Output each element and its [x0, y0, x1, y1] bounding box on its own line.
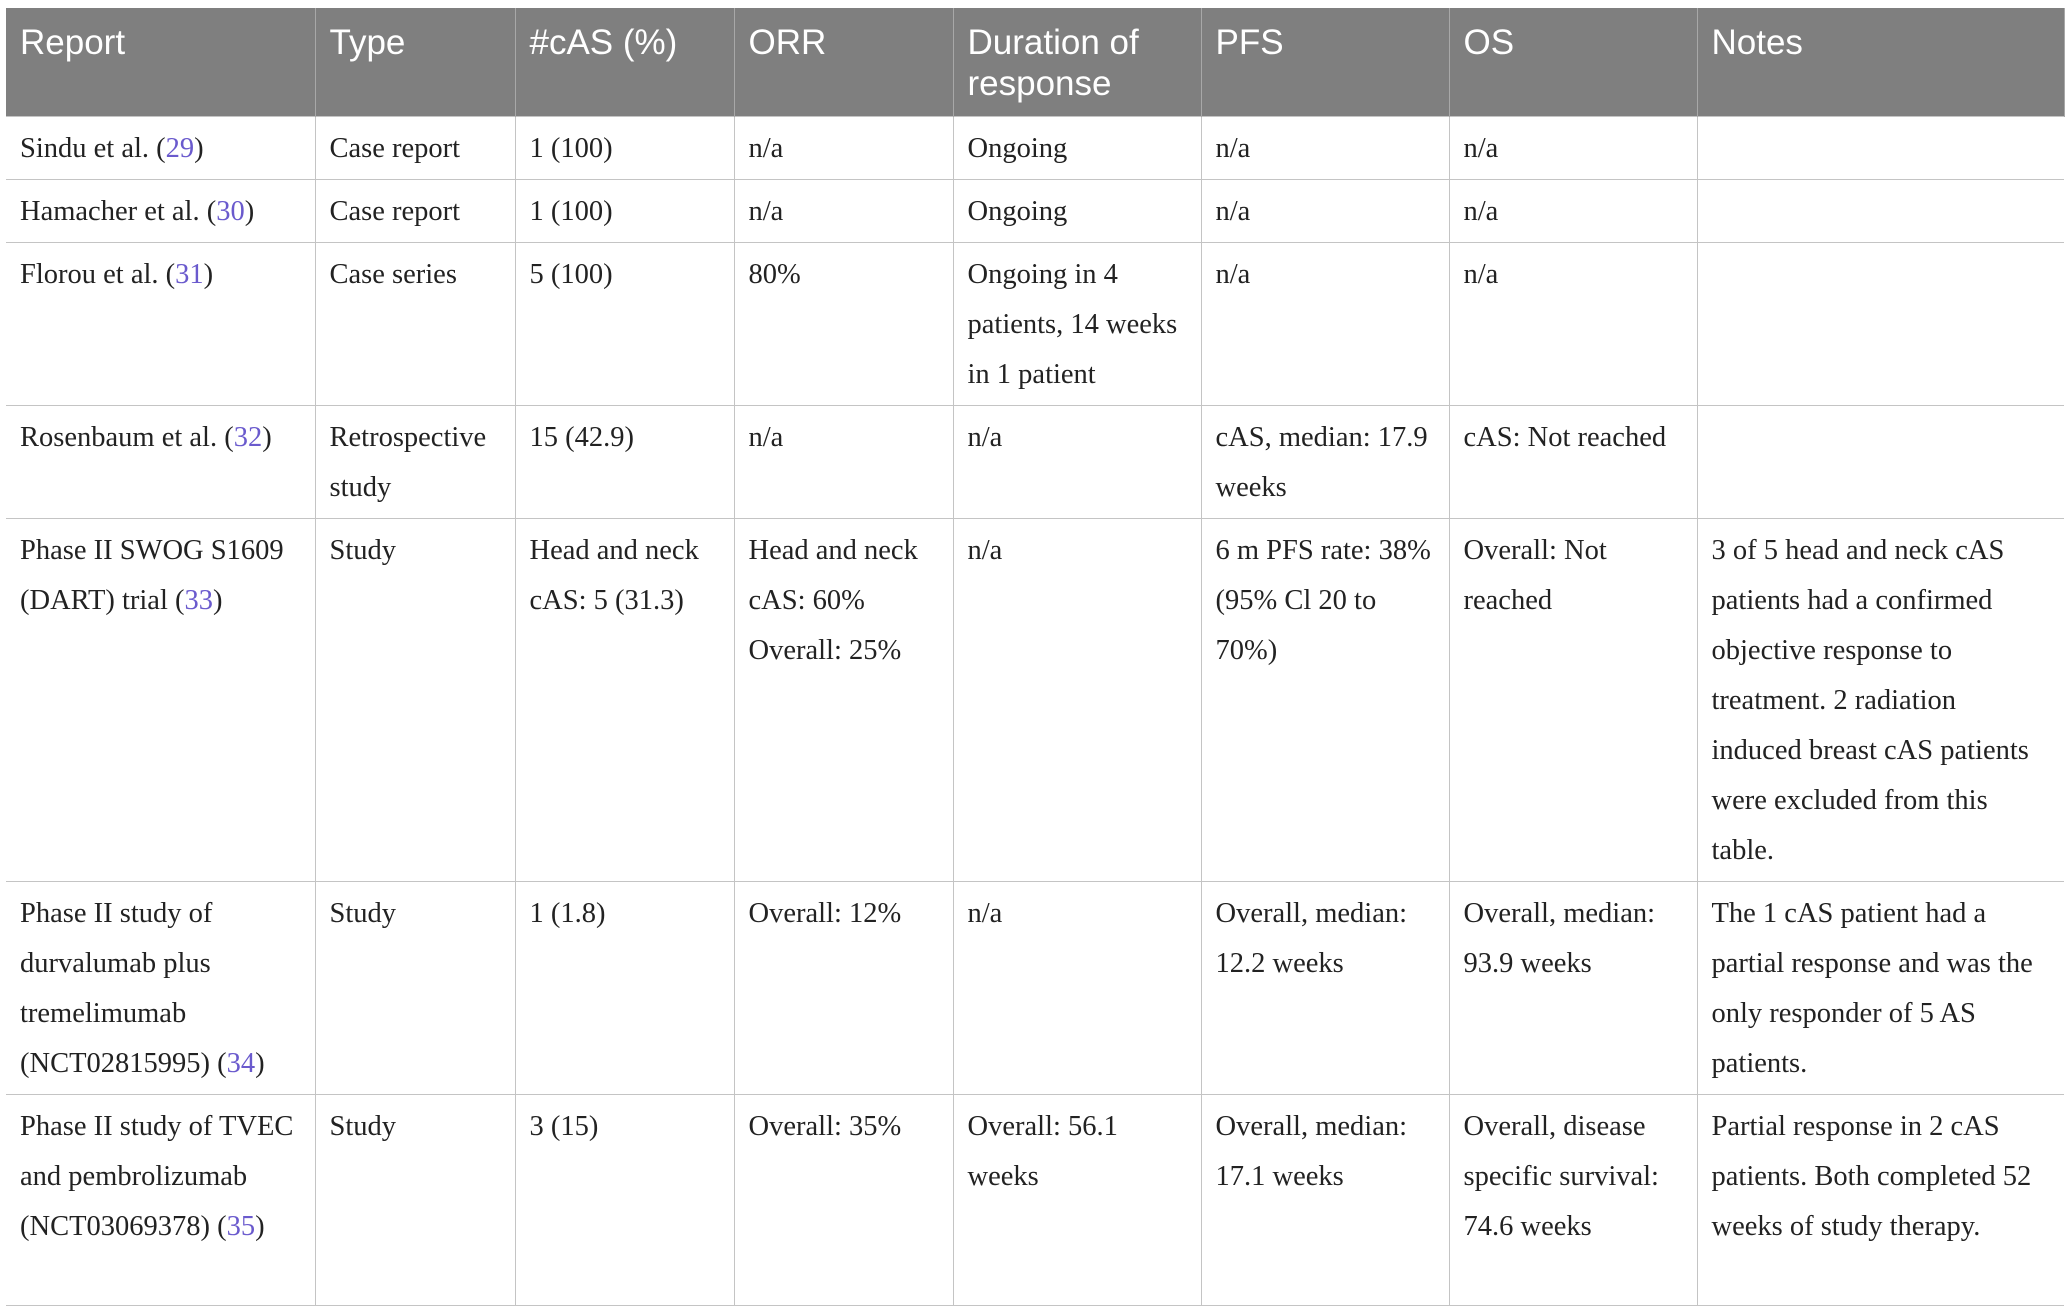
- report-text-end: ): [213, 585, 223, 616]
- cell-orr: Overall: 35%: [734, 1095, 953, 1306]
- cell-orr: n/a: [734, 180, 953, 243]
- reference-link[interactable]: 31: [175, 259, 204, 290]
- cell-pfs: n/a: [1201, 180, 1449, 243]
- cell-report: [6, 180, 315, 243]
- report-text: Phase II study of TVEC and pembrolizumab (NCT03069378) (: [20, 1111, 294, 1242]
- cell-pfs: Overall, median: 17.1 weeks: [1201, 1095, 1449, 1306]
- cell-pfs: n/a: [1201, 117, 1449, 180]
- cell-orr: Overall: 12%: [734, 882, 953, 1095]
- cell-notes: [1697, 117, 2064, 180]
- cell-duration: Ongoing: [953, 117, 1201, 180]
- cell-orr: 80%: [734, 243, 953, 406]
- cell-type: Study: [315, 1095, 515, 1306]
- table-row: [6, 519, 2064, 882]
- cell-report: [6, 243, 315, 406]
- cell-report: [6, 117, 315, 180]
- cell-pfs: 6 m PFS rate: 38% (95% Cl 20 to 70%): [1201, 519, 1449, 882]
- header-duration: Duration of response: [953, 8, 1201, 117]
- cell-type: Study: [315, 882, 515, 1095]
- report-text: Phase II study of durvalumab plus tremelimumab (NCT02815995) (: [20, 898, 227, 1079]
- table-row: [6, 243, 2064, 406]
- cell-duration: Overall: 56.1 weeks: [953, 1095, 1201, 1306]
- cell-notes: Partial response in 2 cAS patients. Both completed 52 weeks of study therapy.: [1697, 1095, 2064, 1306]
- header-cas: #cAS (%): [515, 8, 734, 117]
- table-row: [6, 406, 2064, 519]
- table-row: [6, 180, 2064, 243]
- report-text: Florou et al. (: [20, 259, 176, 290]
- cell-notes: 3 of 5 head and neck cAS patients had a confirmed objective response to treatment. 2 radiation induced breast cAS patients were excluded from this table.: [1697, 519, 2064, 882]
- header-pfs: PFS: [1201, 8, 1449, 117]
- table-row: [6, 882, 2064, 1095]
- cell-duration: Ongoing: [953, 180, 1201, 243]
- cell-duration: n/a: [953, 519, 1201, 882]
- header-report: Report: [6, 8, 315, 117]
- cell-type: Retrospective study: [315, 406, 515, 519]
- report-text: Rosenbaum et al. (: [20, 422, 234, 453]
- cell-os: Overall: Not reached: [1449, 519, 1697, 882]
- cell-orr: n/a: [734, 406, 953, 519]
- reference-link[interactable]: 30: [216, 196, 245, 227]
- reference-link[interactable]: 32: [233, 422, 263, 453]
- header-row: [6, 8, 2064, 117]
- cell-type: Case report: [315, 117, 515, 180]
- report-text-end: ): [244, 196, 255, 227]
- cell-notes: [1697, 243, 2064, 406]
- cell-cas: 15 (42.9): [515, 406, 734, 519]
- cell-cas: 1 (1.8): [515, 882, 734, 1095]
- cell-cas: 3 (15): [515, 1095, 734, 1306]
- header-os: OS: [1449, 8, 1697, 117]
- cell-report: [6, 406, 315, 519]
- cell-os: Overall, median: 93.9 weeks: [1449, 882, 1697, 1095]
- cell-os: n/a: [1449, 243, 1697, 406]
- header-notes: Notes: [1697, 8, 2064, 117]
- cell-cas: 1 (100): [515, 117, 734, 180]
- reference-link[interactable]: 34: [226, 1048, 256, 1079]
- cell-os: cAS: Not reached: [1449, 406, 1697, 519]
- cell-notes: [1697, 180, 2064, 243]
- report-text: Sindu et al. (: [20, 133, 166, 164]
- cell-type: Case report: [315, 180, 515, 243]
- cell-report: [6, 519, 315, 882]
- header-orr: ORR: [734, 8, 953, 117]
- reference-link[interactable]: 35: [226, 1211, 256, 1242]
- cell-os: n/a: [1449, 180, 1697, 243]
- reference-link[interactable]: 29: [165, 133, 195, 164]
- report-text-end: ): [255, 1048, 265, 1079]
- cell-duration: n/a: [953, 882, 1201, 1095]
- cell-os: n/a: [1449, 117, 1697, 180]
- report-text: Hamacher et al. (: [20, 196, 217, 227]
- cell-report: [6, 1095, 315, 1306]
- results-table: [6, 8, 2065, 1306]
- reference-link[interactable]: 33: [184, 585, 213, 616]
- cell-orr: Head and neck cAS: 60% Overall: 25%: [734, 519, 953, 882]
- report-text: Phase II SWOG S1609 (DART) trial (: [20, 535, 284, 616]
- cell-orr: n/a: [734, 117, 953, 180]
- report-text-end: ): [255, 1211, 265, 1242]
- cell-duration: n/a: [953, 406, 1201, 519]
- cell-cas: 5 (100): [515, 243, 734, 406]
- cell-pfs: Overall, median: 12.2 weeks: [1201, 882, 1449, 1095]
- cell-type: Case series: [315, 243, 515, 406]
- cell-cas: 1 (100): [515, 180, 734, 243]
- cell-os: Overall, disease specific survival: 74.6 weeks: [1449, 1095, 1697, 1306]
- table-row: [6, 117, 2064, 180]
- header-type: Type: [315, 8, 515, 117]
- cell-report: [6, 882, 315, 1095]
- cell-pfs: n/a: [1201, 243, 1449, 406]
- table-row: [6, 1095, 2064, 1306]
- cell-cas: Head and neck cAS: 5 (31.3): [515, 519, 734, 882]
- report-text-end: ): [262, 422, 272, 453]
- cell-notes: [1697, 406, 2064, 519]
- cell-notes: The 1 cAS patient had a partial response and was the only responder of 5 AS patients.: [1697, 882, 2064, 1095]
- cell-type: Study: [315, 519, 515, 882]
- report-text-end: ): [194, 133, 204, 164]
- cell-pfs: cAS, median: 17.9 weeks: [1201, 406, 1449, 519]
- cell-duration: Ongoing in 4 patients, 14 weeks in 1 patient: [953, 243, 1201, 406]
- report-text-end: ): [203, 259, 214, 290]
